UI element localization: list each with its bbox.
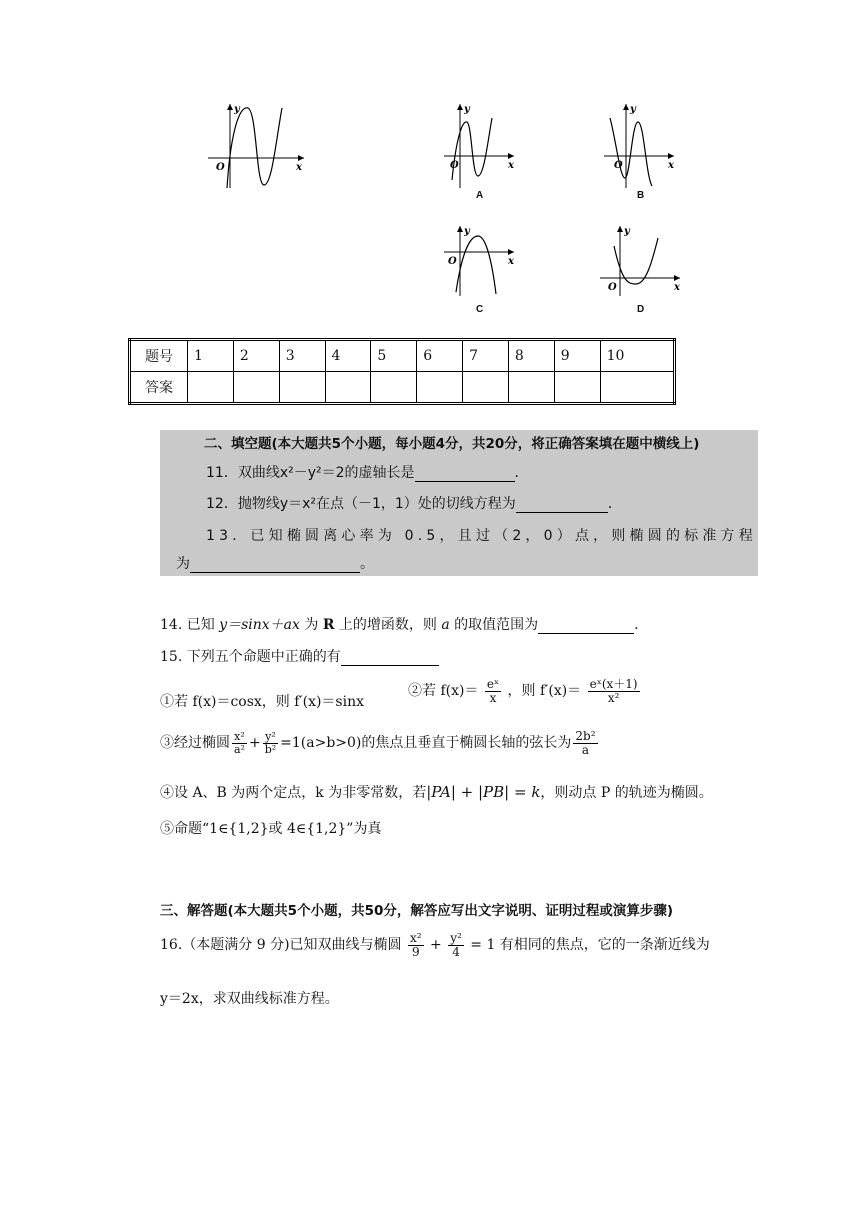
graph-main [200, 100, 310, 190]
table-cell: 3 [279, 340, 325, 372]
svg-text:x: x [508, 256, 514, 267]
table-cell: 10 [600, 340, 674, 372]
proposition-2: ②若 f(x)＝ $\frac{\text{eˣ}}{x}$ ，则 f′(x)＝ $\frac{\text{eˣ(x＋1)}}{\text{x²}}$ [408, 677, 638, 705]
answer-cell[interactable] [233, 372, 279, 404]
graph-main-y-label: y [234, 104, 240, 115]
table-cell: 5 [371, 340, 417, 372]
svg-text:y: y [464, 104, 470, 115]
caption-d: D [637, 304, 645, 315]
table-cell: 6 [417, 340, 463, 372]
table-cell: 8 [508, 340, 554, 372]
table-cell: 1 [188, 340, 234, 372]
table-cell: 9 [554, 340, 600, 372]
answer-cell[interactable] [279, 372, 325, 404]
graph-a [440, 100, 520, 190]
caption-c: C [476, 304, 484, 315]
caption-a: A [476, 190, 484, 201]
section2-heading: 二、填空题(本大题共5个小题，每小题4分，共20分，将正确答案填在题中横线上) [204, 436, 700, 452]
question-13-cont: 为 。 [176, 556, 374, 572]
answer-cell[interactable] [600, 372, 674, 404]
table-header-answer: 答案 [130, 372, 188, 404]
svg-text:x: x [668, 160, 674, 171]
svg-text:O: O [448, 256, 457, 267]
answer-cell[interactable] [325, 372, 371, 404]
question-13: 13．已知椭圆离心率为 0.5，且过（2，0）点，则椭圆的标准方程 [206, 528, 757, 544]
question-11: 11．双曲线x²－y²＝2的虚轴长是 ． [206, 465, 529, 481]
table-cell: 2 [233, 340, 279, 372]
graph-d [596, 222, 686, 298]
answer-cell[interactable] [508, 372, 554, 404]
graph-c [440, 222, 520, 298]
svg-text:y: y [630, 104, 636, 115]
answer-cell[interactable] [463, 372, 509, 404]
question-16-line2: y＝2x，求双曲线标准方程。 [160, 991, 339, 1007]
proposition-4: ④设 A、B 为两个定点，k 为非零常数，若|PA| + |PB| = k，则动点 P 的轨迹为椭圆。 [160, 783, 713, 801]
svg-text:O: O [608, 282, 617, 293]
proposition-1: ①若 f(x)＝cosx，则 f′(x)＝sinx [160, 694, 365, 710]
answer-blank-11[interactable] [415, 467, 515, 482]
question-15: 15. 下列五个命题中正确的有 [160, 646, 439, 666]
question-12: 12．抛物线y＝x²在点（－1，1）处的切线方程为 ． [206, 496, 622, 512]
answer-blank-12[interactable] [516, 498, 608, 513]
question-16: 16.（本题满分 9 分)已知双曲线与椭圆 $\frac{\text{x²}}{9}$ + $\frac{\text{y²}}{4}$ = 1 有相同的焦点，它的一条渐近线为 [160, 931, 710, 959]
answer-table [128, 338, 676, 405]
table-header-number: 题号 [130, 340, 188, 372]
answer-blank-14[interactable] [538, 618, 634, 634]
graph-b [600, 100, 680, 190]
svg-text:x: x [508, 160, 514, 171]
graph-main-x-label: x [296, 162, 302, 173]
answer-blank-13[interactable] [190, 558, 360, 573]
proposition-5: ⑤命题“1∈{1,2}或 4∈{1,2}”为真 [160, 821, 382, 837]
question-14: 14. 已知 y＝sinx＋ax 为 R 上的增函数，则 a 的取值范围为 . [160, 617, 639, 633]
svg-text:y: y [624, 226, 630, 237]
section3-heading: 三、解答题(本大题共5个小题，共50分，解答应写出文字说明、证明过程或演算步骤) [160, 903, 674, 919]
answer-cell[interactable] [554, 372, 600, 404]
svg-text:y: y [464, 226, 470, 237]
answer-cell[interactable] [371, 372, 417, 404]
svg-text:O: O [614, 160, 623, 171]
graph-main-origin-label: O [216, 162, 225, 173]
table-row [130, 372, 675, 404]
answer-blank-15[interactable] [341, 650, 439, 666]
table-cell: 4 [325, 340, 371, 372]
table-row [130, 340, 675, 372]
table-cell: 7 [463, 340, 509, 372]
answer-cell[interactable] [188, 372, 234, 404]
svg-text:x: x [674, 282, 680, 293]
answer-cell[interactable] [417, 372, 463, 404]
caption-b: B [637, 190, 645, 201]
svg-text:O: O [450, 160, 459, 171]
proposition-3: ③经过椭圆 $\frac{\text{x²}}{\text{a²}}$ + $\frac{\text{y²}}{\text{b²}}$ =1(a>b>0)的焦点且垂直于椭圆长轴的弦长为 $\frac{\text{2b²}}{a}$ [160, 729, 596, 757]
